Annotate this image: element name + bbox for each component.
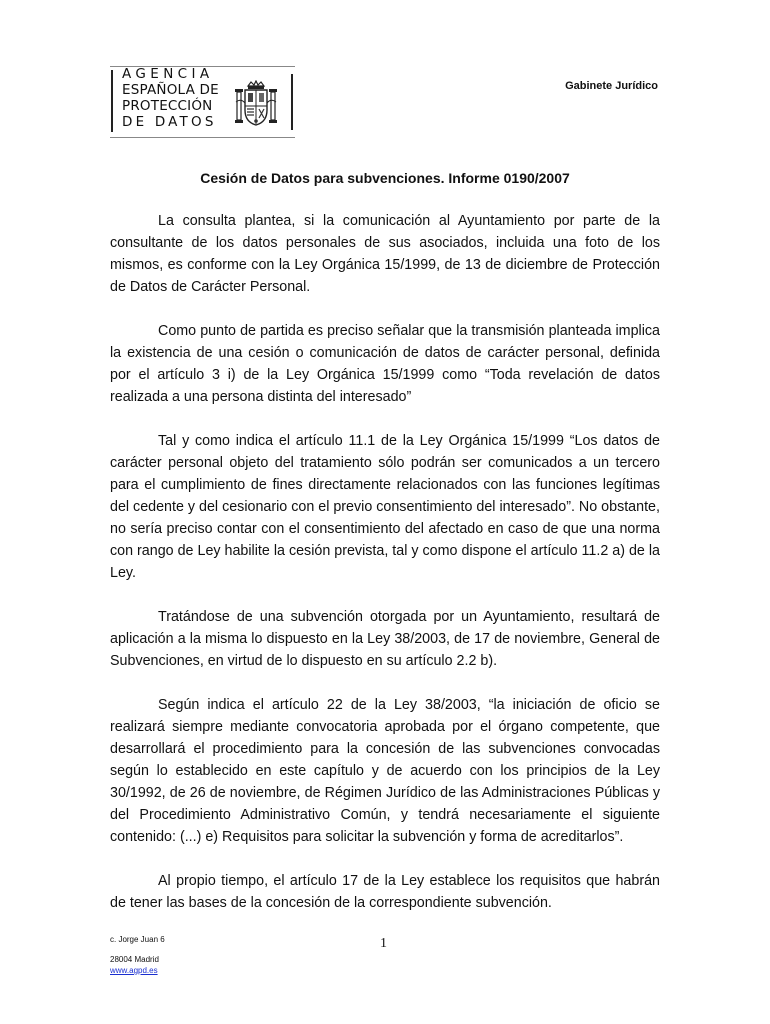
logo-right-bar (291, 74, 293, 130)
address-line-2: 28004 Madrid (110, 955, 159, 964)
logo-line-3: PROTECCIÓN (122, 98, 213, 114)
logo-line-1: AGENCIA (122, 66, 214, 82)
logo-line-2: ESPAÑOLA DE (122, 82, 219, 98)
coat-of-arms-icon (233, 80, 279, 128)
agency-logo (110, 66, 295, 138)
website-link[interactable]: www.agpd.es (110, 966, 158, 975)
paragraph: La consulta plantea, si la comunicación al Ayuntamiento por parte de la consultante de los datos personales de sus asociados, incluida una foto de los mismos, es conforme con la Ley Orgánica 15/1999, de 13 de diciembre de Protección de Datos de Carácter Personal. (110, 213, 660, 295)
document-body (110, 210, 660, 936)
paragraph: Al propio tiempo, el artículo 17 de la Ley establece los requisitos que habrán de tener las bases de la concesión de la correspondiente subvención. (110, 873, 660, 911)
paragraph: Según indica el artículo 22 de la Ley 38/2003, “la iniciación de oficio se realizará siempre mediante convocatoria aprobada por el órgano competente, que desarrollará el procedimiento para la concesión de las subvenciones convocadas según lo establecido en este capítulo y de acuerdo con los principios de la Ley 30/1992, de 26 de noviembre, de Régimen Jurídico de las Administraciones Públicas y del Procedimiento Administrativo Común, y tendrá necesariamente el siguiente contenido: (...) e) Requisitos para solicitar la subvención y forma de acreditarlos”. (110, 697, 660, 845)
document-title: Cesión de Datos para subvenciones. Informe 0190/2007 (200, 170, 570, 186)
paragraph: Tratándose de una subvención otorgada por un Ayuntamiento, resultará de aplicación a la misma lo dispuesto en la Ley 38/2003, de 17 de noviembre, General de Subvenciones, en virtud de lo dispuesto en su artículo 2.2 b). (110, 609, 660, 669)
page-footer (110, 934, 165, 976)
logo-bottom-rule (110, 137, 295, 138)
page-number: 1 (380, 936, 387, 951)
address-line-1: c. Jorge Juan 6 (110, 935, 165, 944)
logo-line-4: DE DATOS (122, 114, 217, 130)
logo-left-bar (111, 70, 113, 132)
logo-wordmark (122, 66, 219, 130)
paragraph: Tal y como indica el artículo 11.1 de la Ley Orgánica 15/1999 “Los datos de carácter personal objeto del tratamiento sólo podrán ser comunicados a un tercero para el cumplimiento de fines directamente relacionados con las funciones legítimas del cedente y del cesionario con el previo consentimiento del interesado”. No obstante, no sería preciso contar con el consentimiento del afectado en caso de que una norma con rango de Ley habilite la cesión prevista, tal y como dispone el artículo 11.2 a) de la Ley. (110, 433, 660, 581)
department-label: Gabinete Jurídico (565, 80, 658, 92)
paragraph: Como punto de partida es preciso señalar que la transmisión planteada implica la existencia de una cesión o comunicación de datos de carácter personal, definida por el artículo 3 i) de la Ley Orgánica 15/1999 como “Toda revelación de datos realizada a una persona distinta del interesado” (110, 323, 660, 405)
